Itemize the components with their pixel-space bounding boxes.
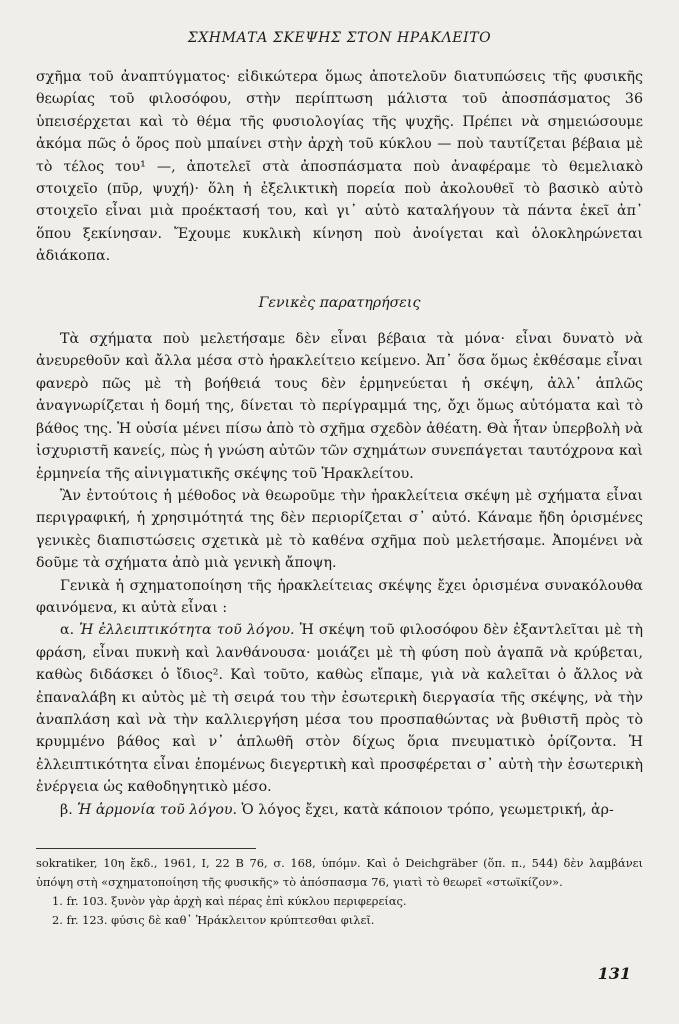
list-marker: β.: [60, 801, 73, 818]
paragraph-continuation: σχῆμα τοῦ ἀναπτύγματος· εἰδικώτερα ὅμως ἀποτελοῦν διατυπώσεις τῆς φυσικῆς θεωρίας τοῦ φιλοσόφου, στὴν περίπτωση μάλιστα τοῦ ἀποσπάσματος 36 ὑπεισέρχεται καὶ τὸ θέμα τῆς φυσιολογίας τῆς ψυχῆς. Πρέπει νὰ σημειώσουμε ἀκόμα πῶς ὁ ὅρος ποὺ μπαίνει στὴν ἀρχὴ τοῦ κύκλου — ποὺ ταυτίζεται βέβαια μὲ τὸ τέλος του¹ —, ἀποτελεῖ στὰ ἀποσπάσματα ποὺ ἀναφέραμε τὸ θεμελιακὸ στοιχεῖο (πῦρ, ψυχή)· ὅλη ἡ ἐξελικτικὴ πορεία ποὺ ἀκολουθεῖ τὸ βασικὸ αὐτὸ στοιχεῖο εἶναι μιὰ προέκτασή του, καὶ γι᾽ αὐτὸ καταλήγουν τὰ πάντα ἐκεῖ ἀπ᾽ ὅπου ξεκίνησαν. Ἔχουμε κυκλικὴ κίνηση ποὺ ἀνοίγεται καὶ ὁλοκληρώνεται ἀδιάκοπα.: [36, 69, 643, 265]
running-head: ΣΧΗΜΑΤΑ ΣΚΕΨΗΣ ΣΤΟΝ ΗΡΑΚΛΕΙΤΟ: [187, 30, 492, 46]
footnote: 1. fr. 103. ξυνὸν γὰρ ἀρχὴ καὶ πέρας ἐπὶ κύκλου περιφερείας.: [52, 894, 407, 908]
list-item-text: Ἡ σκέψη τοῦ φιλοσόφου δὲν ἐξαντλεῖται μὲ τὴ φράση, εἶναι πυκνὴ καὶ λανθάνουσα· μοιάζει μὲ τὴ φύση ποὺ ἀγαπᾶ νὰ κρύβεται, καθὼς διδάσκει ὁ ἴδιος². Καὶ τοῦτο, καθὼς εἴπαμε, γιὰ νὰ καλεῖται ὁ ἄλλος νὰ ἐπαναλάβη κι αὐτὸς μὲ τὴ σειρά του τὴν ἐσωτερικὴ διεργασία τῆς σκέψης, νὰ τὴν ἀναπλάση καὶ νὰ τὴν καλλιεργήση μέσα του προσπαθώντας νὰ βυθιστῆ πρὸς τὸ κρυμμένο βάθος καὶ ν᾽ ἁπλωθῆ στὸν δίχως ὅρια πνευματικὸ ὁρίζοντα. Ἡ ἐλλειπτικότητα εἶναι ἑπομένως διεγερτικὴ καὶ προσφέρεται σ᾽ αὐτὴ τὴν ἐσωτερικὴ ἐνέργεια ὡς καθοδηγητικὸ μέσο.: [36, 622, 643, 796]
footnote: 2. fr. 123. φύσις δὲ καθ᾽ Ἡράκλειτον κρύπτεσθαι φιλεῖ.: [52, 913, 375, 927]
section-heading: Γενικὲς παρατηρήσεις: [258, 294, 421, 311]
page-number: 131: [597, 964, 631, 983]
footnote-divider: [36, 848, 256, 849]
footnote-continuation: sokratiker, 10η ἔκδ., 1961, I, 22 B 76, σ. 168, ὑπόμν. Καὶ ὁ Deichgräber (ὅπ. π., 544) δὲν λαμβάνει ὑπόψη στὴ «σχηματοποίηση τῆς φυσικῆς» τὸ ἀπόσπασμα 76, γιατὶ τὸ θεωρεῖ «στωϊκίζον».: [36, 856, 643, 889]
body-text: [36, 66, 643, 821]
list-item-alpha: [36, 619, 643, 798]
footnotes: [36, 854, 643, 930]
list-item-text: Ὁ λόγος ἔχει, κατὰ κάποιον τρόπο, γεωμετρική, ἀρ-: [241, 801, 614, 818]
list-item-beta: [36, 799, 643, 821]
paragraph: Τὰ σχήματα ποὺ μελετήσαμε δὲν εἶναι βέβαια τὰ μόνα· εἶναι δυνατὸ νὰ ἀνευρεθοῦν καὶ ἄλλα μέσα στὸ ἡρακλείτειο κείμενο. Ἀπ᾽ ὅσα ὅμως ἐκθέσαμε εἶναι φανερὸ πῶς μὲ τὴ βοήθειά τους δὲν ἑρμηνεύεται ἡ σκέψη, ἀλλ᾽ ἁπλῶς ἀναγνωρίζεται ἡ δομή της, δίνεται τὸ περίγραμμά της, ὄχι ὅμως αὐτόματα καὶ τὸ βάθος της. Ἡ οὐσία μένει πίσω ἀπὸ τὸ σχῆμα σχεδὸν ἀθέατη. Θὰ ἦταν ὑπερβολὴ νὰ ἰσχυριστῆ κανείς, πὼς ἡ γνώση αὐτῶν τῶν σχημάτων συνεπάγεται ταυτόχρονα καὶ ἑρμηνεία τῆς αἰνιγματικῆς σκέψης τοῦ Ἡρακλείτου.: [36, 331, 643, 482]
list-item-title: Ἡ ἐλλειπτικότητα τοῦ λόγου.: [79, 622, 295, 639]
list-item-title: Ἡ ἁρμονία τοῦ λόγου.: [77, 801, 237, 818]
paragraph: Ἂν ἐντούτοις ἡ μέθοδος νὰ θεωροῦμε τὴν ἡρακλείτεια σκέψη μὲ σχήματα εἶναι περιγραφική, ἡ χρησιμότητά της δὲν περιορίζεται σ᾽ αὐτό. Κάναμε ἤδη ὁρισμένες γενικὲς διαπιστώσεις σχετικὰ μὲ τὸ καθένα σχῆμα ποὺ μελετήσαμε. Ἀπομένει νὰ δοῦμε τὰ σχήματα ἀπὸ μιὰ γενικὴ ἄποψη.: [36, 487, 643, 572]
list-marker: α.: [60, 622, 75, 639]
paragraph: Γενικὰ ἡ σχηματοποίηση τῆς ἡρακλείτειας σκέψης ἔχει ὁρισμένα συνακόλουθα φαινόμενα, κι αὐτὰ εἶναι :: [36, 577, 643, 616]
